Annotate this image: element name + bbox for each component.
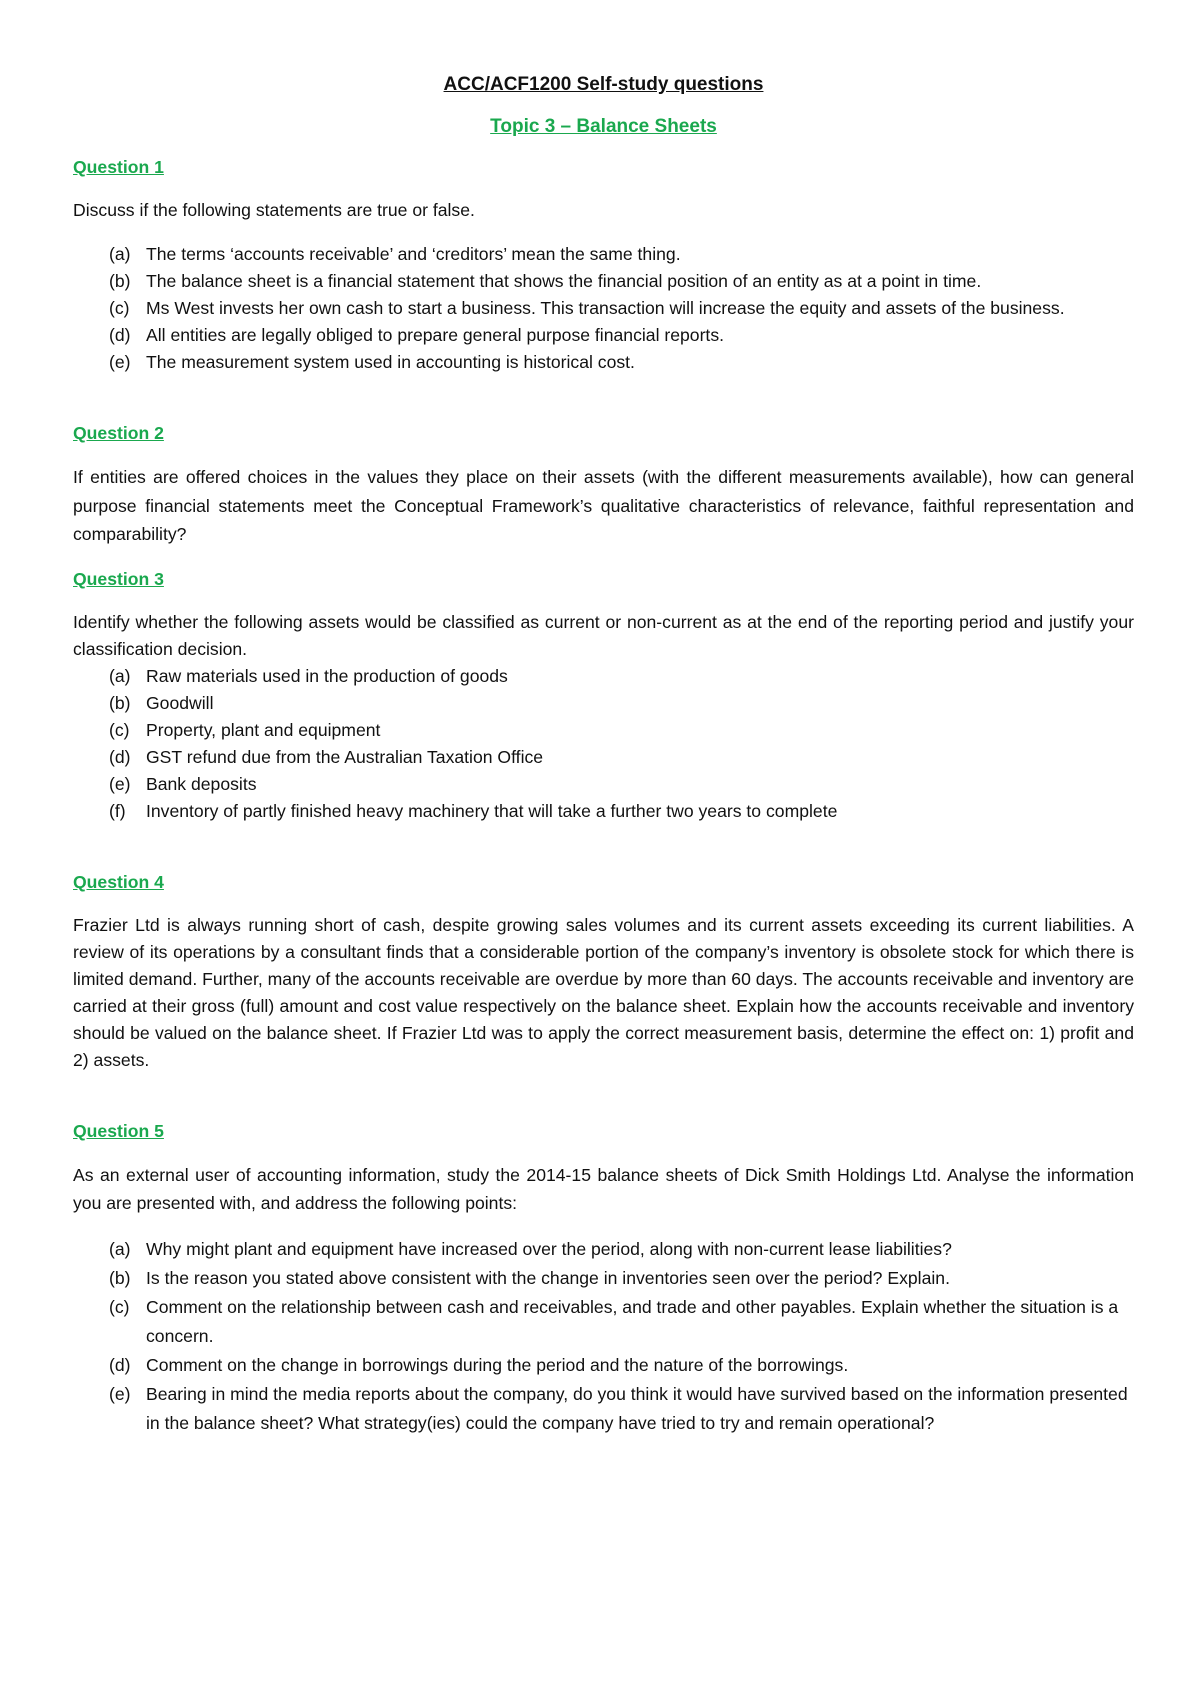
list-item-label: (d) — [109, 1354, 131, 1375]
list-item — [109, 268, 1134, 295]
list-item-label: (c) — [109, 298, 130, 318]
list-item — [109, 241, 1134, 268]
question-2-text: If entities are offered choices in the values they place on their assets (with the different measurements available), how can general purpose financial statements meet the Conceptual Framework’s qualitative characteristics of relevance, faithful representation and comparability? — [73, 467, 1134, 544]
list-item-text: The terms ‘accounts receivable’ and ‘creditors’ mean the same thing. — [146, 244, 681, 264]
list-item — [109, 690, 1134, 717]
list-item-text: Inventory of partly finished heavy machinery that will take a further two years to complete — [146, 800, 838, 821]
list-item-text: The balance sheet is a financial statement that shows the financial position of an entity as at a point in time. — [146, 271, 982, 291]
list-item-label: (b) — [109, 692, 131, 713]
question-2 — [73, 420, 1134, 549]
list-item — [109, 771, 1134, 798]
question-4-heading: Question 4 — [73, 871, 164, 892]
question-4-text: Frazier Ltd is always running short of cash, despite growing sales volumes and its current assets exceeding its current liabilities. A review of its operations by a consultant finds that a considerable portion of the company’s inventory is obsolete stock for which there is limited demand. Further, many of the accounts receivable are overdue by more than 60 days. The accounts receivable and inventory are carried at their gross (full) amount and cost value respectively on the balance sheet. Explain how the accounts receivable and inventory should be valued on the balance sheet. If Frazier Ltd was to apply the correct measurement basis, determine the effect on: 1) profit and 2) assets. — [73, 914, 1134, 1070]
question-1-list — [73, 241, 1134, 376]
list-item-text: Why might plant and equipment have increased over the period, along with non-current lease liabilities? — [146, 1238, 952, 1259]
question-3-intro: Identify whether the following assets would be classified as current or non-current as at the end of the reporting period and justify your classification decision. — [73, 611, 1134, 659]
list-item-text: Property, plant and equipment — [146, 719, 381, 740]
list-item — [109, 1264, 1134, 1293]
list-item — [109, 744, 1134, 771]
question-5-intro: As an external user of accounting information, study the 2014-15 balance sheets of Dick Smith Holdings Ltd. Analyse the information you are presented with, and address the following points: — [73, 1164, 1134, 1213]
list-item — [109, 717, 1134, 744]
list-item-label: (b) — [109, 1267, 131, 1288]
question-3-heading: Question 3 — [73, 568, 164, 589]
question-5-heading: Question 5 — [73, 1120, 164, 1141]
document-title: ACC/ACF1200 Self-study questions — [443, 74, 764, 95]
question-1-heading: Question 1 — [73, 157, 164, 177]
list-item-label: (f) — [109, 800, 126, 821]
list-item-label: (d) — [109, 325, 131, 345]
list-item-label: (c) — [109, 719, 130, 740]
question-5 — [73, 1118, 1134, 1438]
list-item-label: (a) — [109, 1238, 131, 1259]
list-item-text: The measurement system used in accounting is historical cost. — [146, 352, 635, 372]
list-item — [109, 1293, 1134, 1351]
list-item — [109, 295, 1134, 322]
list-item-label: (a) — [109, 244, 131, 264]
list-item-label: (a) — [109, 665, 131, 686]
list-item — [109, 349, 1134, 376]
list-item-text: Bank deposits — [146, 773, 257, 794]
question-3 — [73, 566, 1134, 825]
list-item — [109, 1380, 1134, 1438]
list-item-text: Comment on the relationship between cash and receivables, and trade and other payables. Explain whether the situation is a concern. — [146, 1296, 1119, 1346]
question-4 — [73, 869, 1134, 1074]
list-item-text: Ms West invests her own cash to start a business. This transaction will increase the equity and assets of the business. — [146, 298, 1065, 318]
question-1-intro: Discuss if the following statements are true or false. — [73, 200, 475, 220]
question-1 — [73, 154, 1134, 376]
topic-heading: Topic 3 – Balance Sheets — [490, 116, 717, 137]
list-item-text: Raw materials used in the production of goods — [146, 665, 508, 686]
list-item — [109, 322, 1134, 349]
list-item-label: (d) — [109, 746, 131, 767]
list-item-label: (e) — [109, 1383, 131, 1404]
question-5-list — [73, 1235, 1134, 1438]
list-item-text: Is the reason you stated above consistent with the change in inventories seen over the period? Explain. — [146, 1267, 950, 1288]
list-item — [109, 1351, 1134, 1380]
list-item-label: (b) — [109, 271, 131, 291]
question-3-list — [73, 663, 1134, 825]
list-item-label: (e) — [109, 773, 131, 794]
list-item — [109, 798, 1134, 825]
list-item-text: GST refund due from the Australian Taxation Office — [146, 746, 544, 767]
list-item-label: (c) — [109, 1296, 130, 1317]
list-item-label: (e) — [109, 352, 131, 372]
list-item-text: Comment on the change in borrowings during the period and the nature of the borrowings. — [146, 1354, 849, 1375]
list-item-text: Goodwill — [146, 692, 214, 713]
list-item-text: All entities are legally obliged to prepare general purpose financial reports. — [146, 325, 725, 345]
list-item-text: Bearing in mind the media reports about the company, do you think it would have survived based on the information presented in the balance sheet? What strategy(ies) could the company have tried to try and remain operational? — [146, 1383, 1128, 1433]
list-item — [109, 1235, 1134, 1264]
question-2-heading: Question 2 — [73, 423, 164, 443]
list-item — [109, 663, 1134, 690]
